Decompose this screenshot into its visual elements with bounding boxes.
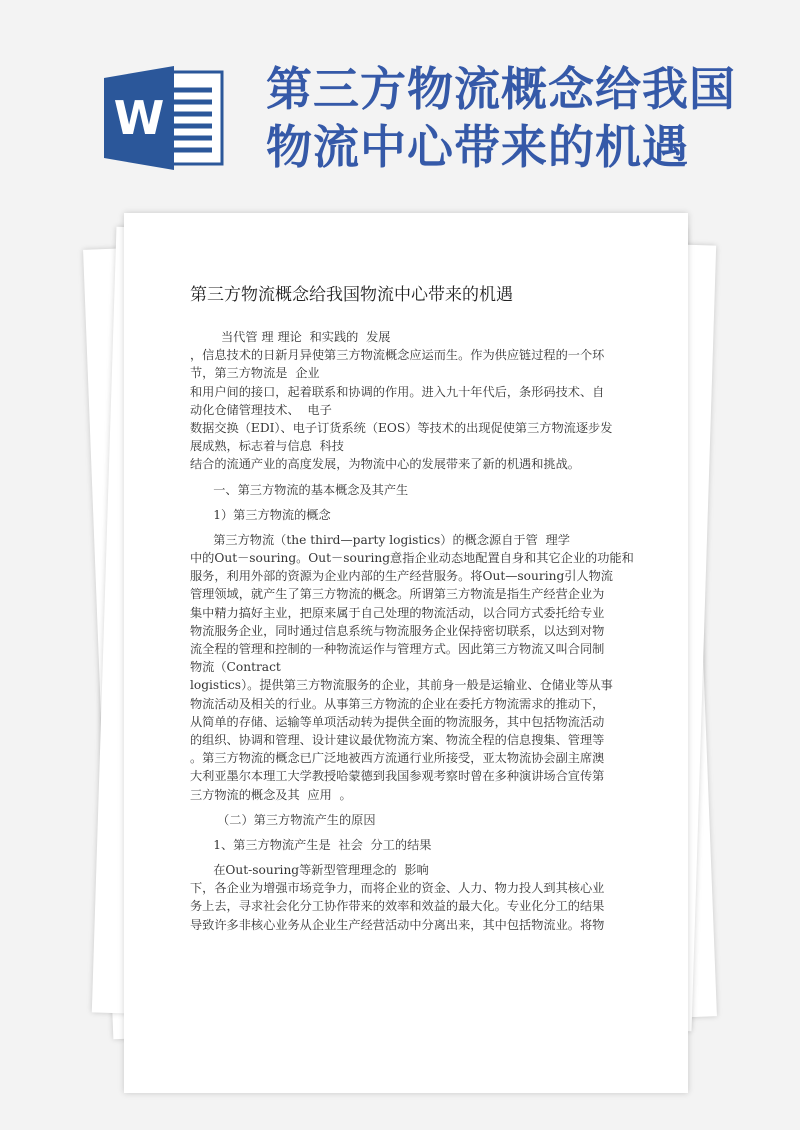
body-line: logistics）。提供第三方物流服务的企业，其前身一般是运输业、仓储业等从事 (190, 678, 613, 693)
word-icon-letter: W (113, 91, 165, 145)
body-line: 务上去，寻求社会化分工协作带来的效率和效益的最大化。专业化分工的结果 (190, 899, 605, 914)
document-body (190, 328, 640, 934)
body-line: 节，第三方物流是 企业 (190, 366, 320, 381)
body-line: （二）第三方物流产生的原因 (190, 812, 376, 827)
body-line: 下，各企业为增强市场竞争力，而将企业的资金、人力、物力投人到其核心业 (190, 881, 605, 896)
body-line: 服务，利用外部的资源为企业内部的生产经营服务。将Out—souring引人物流 (190, 569, 613, 584)
body-line: 动化仓储管理技术、 电子 (190, 402, 332, 417)
body-line: 物流（Contract (190, 660, 281, 675)
document-title: 第三方物流概念给我国物流中心带来的机遇 (190, 285, 513, 305)
body-line: 结合的流通产业的高度发展，为物流中心的发展带来了新的机遇和挑战。 (190, 457, 580, 472)
body-line: 三方物流的概念及其 应用 。 (190, 787, 352, 802)
body-line: 中的Out－souring。Out－souring意指企业动态地配置自身和其它企业的功能和 (190, 551, 634, 566)
body-line: 管理领域，就产生了第三方物流的概念。所谓第三方物流是指生产经营企业为 (190, 587, 605, 602)
body-line: 1、第三方物流产生是 社会 分工的结果 (190, 837, 432, 852)
body-line: 第三方物流（the third—party logistics）的概念源自于管 理学 (190, 532, 570, 547)
body-line: 和用户间的接口，起着联系和协调的作用。进入九十年代后，条形码技术、自 (190, 384, 605, 399)
word-document-icon (104, 66, 228, 170)
body-line: 1）第三方物流的概念 (190, 507, 331, 522)
body-line: 物流服务企业，同时通过信息系统与物流服务企业保持密切联系，以达到对物 (190, 623, 605, 638)
body-line: 在Out-souring等新型管理理念的 影响 (190, 863, 429, 878)
body-line: 展成熟，标志着与信息 科技 (190, 439, 344, 454)
body-line: 的组织、协调和管理、设计建议最优物流方案、物流全程的信息搜集、管理等 (190, 732, 605, 747)
body-line: 当代管 理 理论 和实践的 发展 (190, 330, 391, 344)
banner-title: 第三方物流概念给我国 物流中心带来的机遇 (266, 62, 736, 174)
body-line: 从简单的存储、运输等单项活动转为提供全面的物流服务，其中包括物流活动 (190, 714, 605, 729)
body-line: 大利亚墨尔本理工大学教授哈蒙德到我国参观考察时曾在多种演讲场合宣传第 (190, 769, 605, 784)
body-line: 流全程的管理和控制的一种物流运作与管理方式。因此第三方物流又叫合同制 (190, 642, 605, 656)
body-line: 导致许多非核心业务从企业生产经营活动中分离出来，其中包括物流业。将物 (190, 917, 605, 932)
body-line: ，信息技术的日新月异使第三方物流概念应运而生。作为供应链过程的一个环 (190, 348, 605, 363)
body-line: 数据交换（EDI）、电子订货系统（EOS）等技术的出现促使第三方物流逐步发 (190, 420, 613, 435)
body-line: 一、第三方物流的基本概念及其产生 (190, 482, 409, 497)
body-line: 物流活动及相关的行业。从事第三方物流的企业在委托方物流需求的推动下， (190, 696, 605, 711)
header-banner (0, 0, 800, 215)
body-line: 集中精力搞好主业，把原来属于自己处理的物流活动，以合同方式委托给专业 (190, 605, 605, 620)
body-line: 。第三方物流的概念已广泛地被西方流通行业所接受，亚太物流协会副主席澳 (190, 751, 605, 766)
